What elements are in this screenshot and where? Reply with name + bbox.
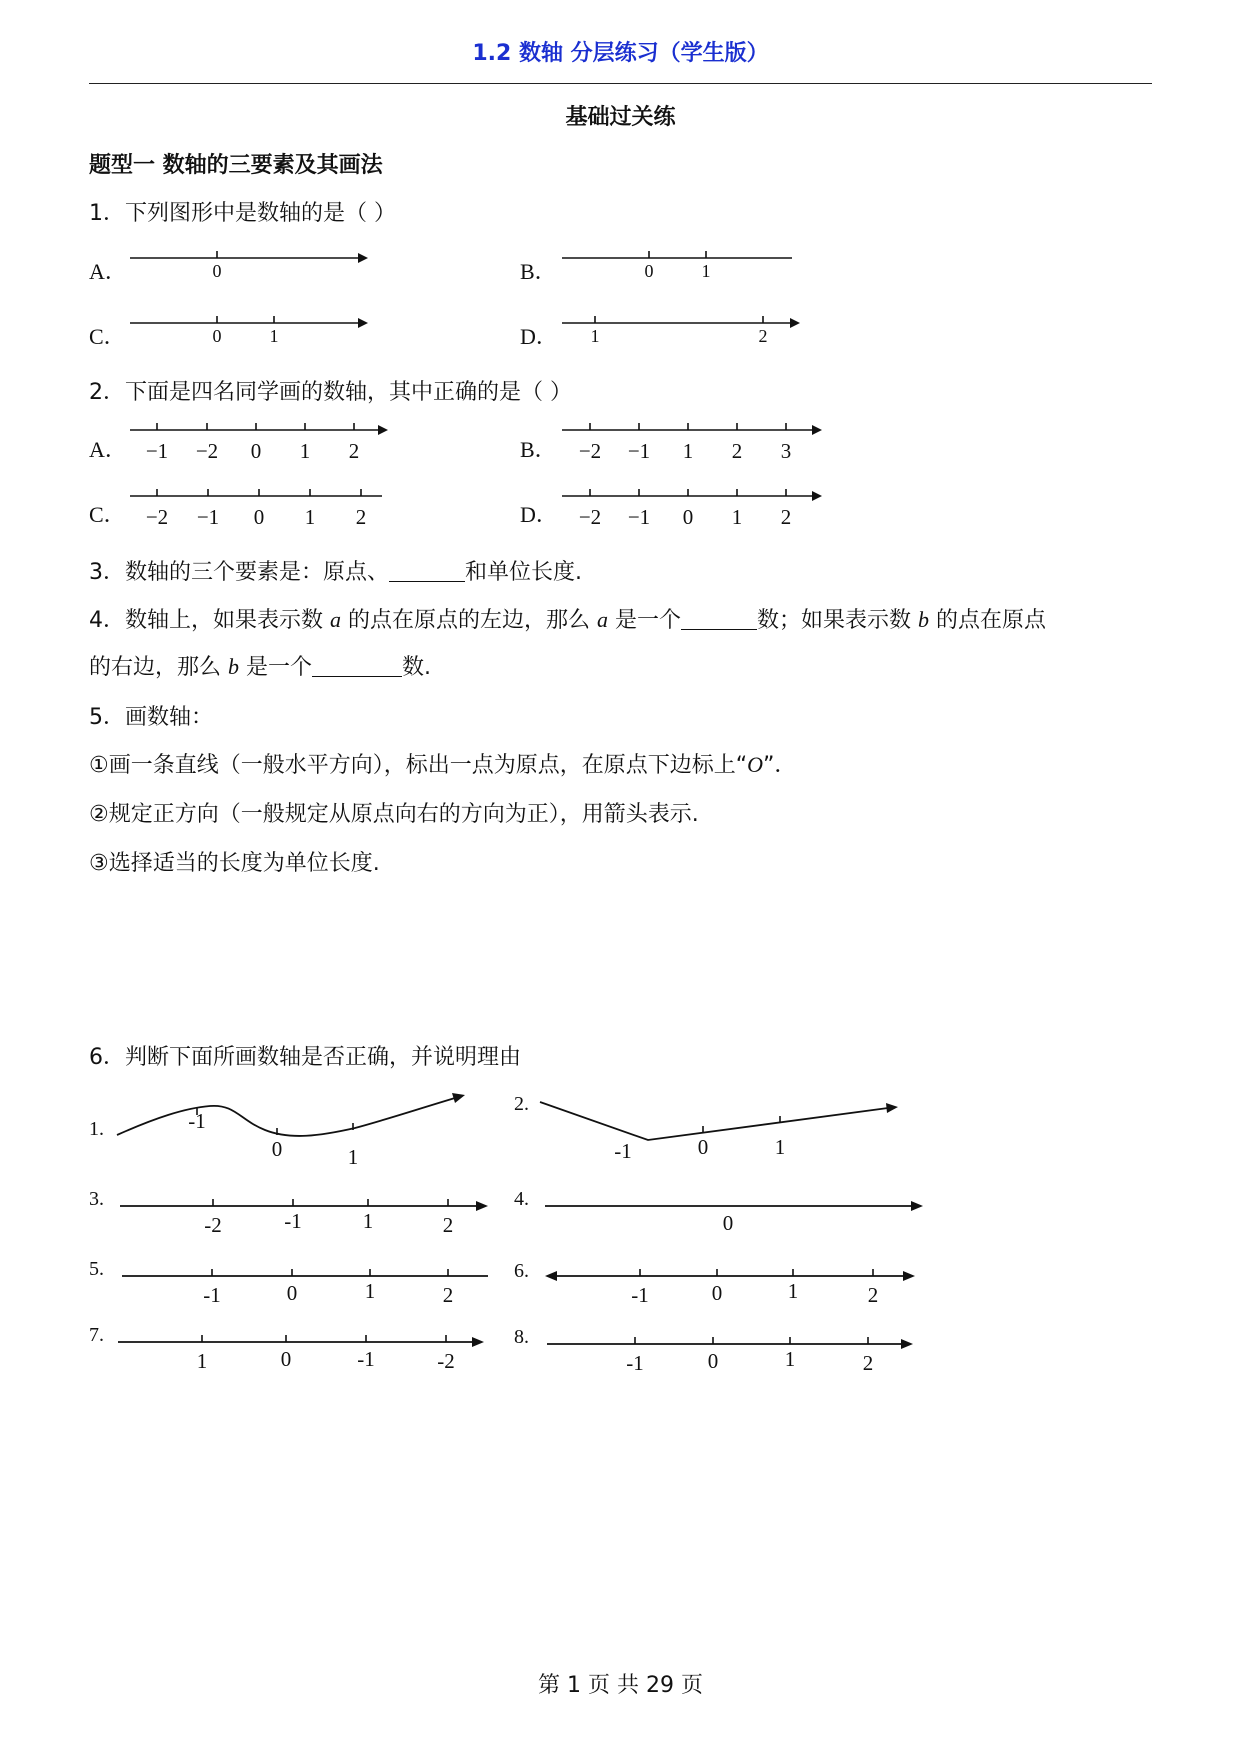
q4-answer-blank-1[interactable] [681,609,757,630]
q1-option-b-label: B． [520,259,557,284]
q6f6-tick-label: -1 [631,1283,649,1307]
q1c-tick-label: 1 [269,326,279,346]
q6-figure-8-axis [545,1334,915,1380]
q6-figure-3-axis [118,1196,488,1242]
q3-text-after: 和单位长度. [465,560,582,585]
q6f5-tick-label: -1 [203,1283,221,1307]
q2c-tick-label: 0 [253,505,265,529]
q2a-tick-label: −2 [195,439,219,463]
q1-option-a-axis [128,242,368,282]
q5-step-1 [89,748,796,779]
q5-step-2: ②规定正方向（一般规定从原点向右的方向为正），用箭头表示. [89,802,699,827]
q6-figure-3-number: 3. [89,1188,104,1210]
q1d-tick-label: 2 [758,326,768,346]
q1d-tick-label: 1 [590,326,600,346]
q6-figure-8-number: 8. [514,1326,529,1348]
q2-option-a-label: A． [89,437,127,462]
q6-figure-7-number: 7. [89,1324,104,1346]
q6f7-tick-label: 1 [196,1349,208,1373]
q6f6-tick-label: 2 [867,1283,879,1307]
q5-step1-text: ①画一条直线（一般水平方向），标出一点为原点，在原点下边标上“ [89,753,748,778]
q2b-tick-label: 2 [731,439,743,463]
question-5-stem: 5．画数轴： [89,705,213,730]
page-number-footer: 第 1 页 共 29 页 [538,1673,703,1698]
q2a-tick-label: 2 [348,439,360,463]
q2c-tick-label: −1 [196,505,220,529]
q4-text: 数. [402,655,431,680]
q6f7-tick-label: -1 [357,1347,375,1371]
q3-answer-blank[interactable] [389,561,465,582]
question-6-stem: 6．判断下面所画数轴是否正确，并说明理由 [89,1045,521,1070]
q6f7-tick-label: -2 [437,1349,455,1373]
q2d-tick-label: −2 [578,505,602,529]
q4-text: 是一个 [608,608,681,633]
q2-option-b-label: B． [520,437,557,462]
q6-figure-4-number: 4. [514,1188,529,1210]
q6f7-tick-label: 0 [280,1347,292,1371]
q4-text: 的右边，那么 [89,655,228,680]
question-2-stem: 2．下面是四名同学画的数轴，其中正确的是（ ） [89,380,572,405]
q6-figure-4-axis [543,1196,923,1242]
document-title: 1.2 数轴 分层练习（学生版） [472,41,769,66]
q2-option-d-label: D． [520,502,558,527]
q6f4-tick-label: 0 [722,1211,734,1235]
q6f2-tick-label: 1 [774,1135,786,1159]
q2c-tick-label: 2 [355,505,367,529]
q6f3-tick-label: -1 [284,1209,302,1233]
q6f2-tick-label: -1 [614,1139,632,1163]
q6f8-tick-label: 0 [707,1349,719,1373]
type-title: 题型一 数轴的三要素及其画法 [89,153,383,178]
q6-figure-6-number: 6. [514,1260,529,1282]
q2d-tick-label: 0 [682,505,694,529]
q1-option-c-axis [128,307,368,347]
q2-option-d-axis [562,486,822,532]
q5-step1-text: ”． [763,753,797,778]
question-1-stem: 1．下列图形中是数轴的是（ ） [89,201,396,226]
q4-answer-blank-2[interactable] [312,656,402,677]
q1-option-b-axis [562,242,802,282]
q4-text: 的点在原点 [929,608,1046,633]
q4-var-b: b [918,607,929,632]
q6-figure-1-number: 1. [89,1118,104,1140]
q1-option-d-axis [562,307,802,347]
q6f1-tick-label: 0 [271,1137,283,1161]
q6f5-tick-label: 2 [442,1283,454,1307]
q6f1-tick-label: -1 [188,1109,206,1133]
q2b-tick-label: 3 [780,439,792,463]
q2d-tick-label: 1 [731,505,743,529]
question-4-line-1 [89,603,1046,634]
q2a-tick-label: 1 [299,439,311,463]
q6f5-tick-label: 1 [364,1279,376,1303]
question-4-line-2 [89,650,431,681]
q5-origin-symbol: O [747,752,764,777]
q1b-tick-label: 1 [701,261,711,281]
q6f8-tick-label: -1 [626,1351,644,1375]
q2a-tick-label: −1 [145,439,169,463]
q6-figure-2-axis [538,1092,908,1172]
question-3 [89,555,582,586]
q6-figure-6-axis [545,1266,915,1312]
q6f6-tick-label: 1 [787,1279,799,1303]
q4-text: 数；如果表示数 [757,608,918,633]
q6f8-tick-label: 1 [784,1347,796,1371]
q2b-tick-label: 1 [682,439,694,463]
q4-var-b: b [228,654,239,679]
q6f3-tick-label: 2 [442,1213,454,1237]
q2d-tick-label: −1 [627,505,651,529]
q6f5-tick-label: 0 [286,1281,298,1305]
q2-option-b-axis [562,420,822,466]
q1b-tick-label: 0 [644,261,654,281]
header-rule [89,83,1152,84]
q1-option-c-label: C． [89,324,126,349]
q2b-tick-label: −1 [627,439,651,463]
q6-figure-5-number: 5. [89,1258,104,1280]
q2-option-c-axis [128,486,388,532]
q2a-tick-label: 0 [250,439,262,463]
q6f3-tick-label: 1 [362,1209,374,1233]
q1-option-d-label: D． [520,324,558,349]
q6-figure-5-axis [120,1264,490,1310]
q1-option-a-label: A． [89,259,127,284]
q2-option-c-label: C． [89,502,126,527]
q6f6-tick-label: 0 [711,1281,723,1305]
section-title: 基础过关练 [565,105,676,130]
q1a-tick-label: 0 [212,261,222,281]
q6f2-tick-label: 0 [697,1135,709,1159]
q4-text: 是一个 [239,655,312,680]
q6f3-tick-label: -2 [204,1213,222,1237]
q4-text: 的点在原点的左边，那么 [341,608,597,633]
q2c-tick-label: −2 [145,505,169,529]
q4-var-a: a [330,607,341,632]
q1c-tick-label: 0 [212,326,222,346]
q2c-tick-label: 1 [304,505,316,529]
q5-step-3: ③选择适当的长度为单位长度. [89,851,380,876]
q6f8-tick-label: 2 [862,1351,874,1375]
q2d-tick-label: 2 [780,505,792,529]
q6-figure-7-axis [116,1332,486,1378]
q6f1-tick-label: 1 [347,1145,359,1169]
q2b-tick-label: −2 [578,439,602,463]
q4-var-a: a [597,607,608,632]
q6-figure-1-axis [115,1090,475,1170]
q4-text: 4．数轴上，如果表示数 [89,608,330,633]
q2-option-a-axis [128,420,388,466]
q6-figure-2-number: 2. [514,1093,529,1115]
q3-text-before: 3．数轴的三个要素是：原点、 [89,560,389,585]
